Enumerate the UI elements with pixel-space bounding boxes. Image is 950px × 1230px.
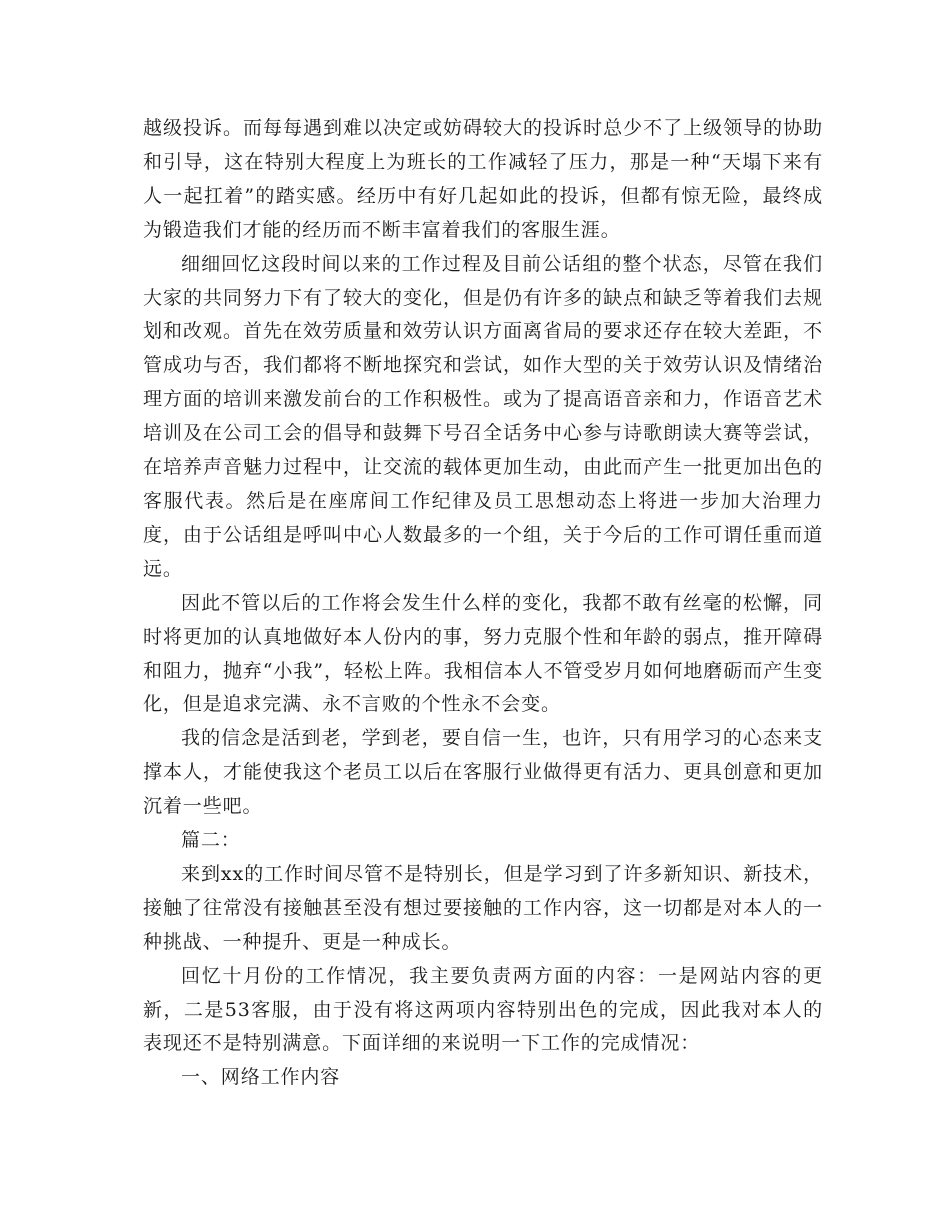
section-heading-part-two: 篇二： [181,829,241,852]
section-heading-network-work: 一、网络工作内容 [181,1066,341,1089]
paragraph-5: 来到xx的工作时间尽管不是特别长，但是学习到了许多新知识、新技术，接触了往常没有接触甚至没有想过要接触的工作内容，这一切都是对本人的一种挑战、一种提升、更是一种成长。 [143,862,823,953]
paragraph-4: 我的信念是活到老，学到老，要自信一生，也许，只有用学习的心态来支撑本人，才能使我这个老员工以后在客服行业做得更有活力、更具创意和更加沉着一些吧。 [143,727,823,818]
paragraph-3: 因此不管以后的工作将会发生什么样的变化，我都不敢有丝毫的松懈，同时将更加的认真地做好本人份内的事，努力克服个性和年龄的弱点，推开障碍和阻力，抛弃“小我”，轻松上阵。我相信本人不管受岁月如何地磨砺而产生变化，但是追求完满、永不言败的个性永不会变。 [143,591,823,716]
document-body [143,112,823,1095]
paragraph-6: 回忆十月份的工作情况，我主要负责两方面的内容：一是网站内容的更新，二是53客服，由于没有将这两项内容特别出色的完成，因此我对本人的表现还不是特别满意。下面详细的来说明一下工作的完成情况： [143,964,823,1055]
paragraph-2: 细细回忆这段时间以来的工作过程及目前公话组的整个状态，尽管在我们大家的共同努力下有了较大的变化，但是仍有许多的缺点和缺乏等着我们去规划和改观。首先在效劳质量和效劳认识方面离省局的要求还存在较大差距，不管成功与否，我们都将不断地探究和尝试，如作大型的关于效劳认识及情绪治理方面的培训来激发前台的工作积极性。或为了提高语音亲和力，作语音艺术培训及在公司工会的倡导和鼓舞下号召全话务中心参与诗歌朗读大赛等尝试，在培养声音魅力过程中，让交流的载体更加生动，由此而产生一批更加出色的客服代表。然后是在座席间工作纪律及员工思想动态上将进一步加大治理力度，由于公话组是呼叫中心人数最多的一个组，关于今后的工作可谓任重而道远。 [143,252,823,580]
paragraph-1: 越级投诉。而每每遇到难以决定或妨碍较大的投诉时总少不了上级领导的协助和引导，这在特别大程度上为班长的工作减轻了压力，那是一种“天塌下来有人一起扛着”的踏实感。经历中有好几起如此的投诉，但都有惊无险，最终成为锻造我们才能的经历而不断丰富着我们的客服生涯。 [143,117,823,241]
